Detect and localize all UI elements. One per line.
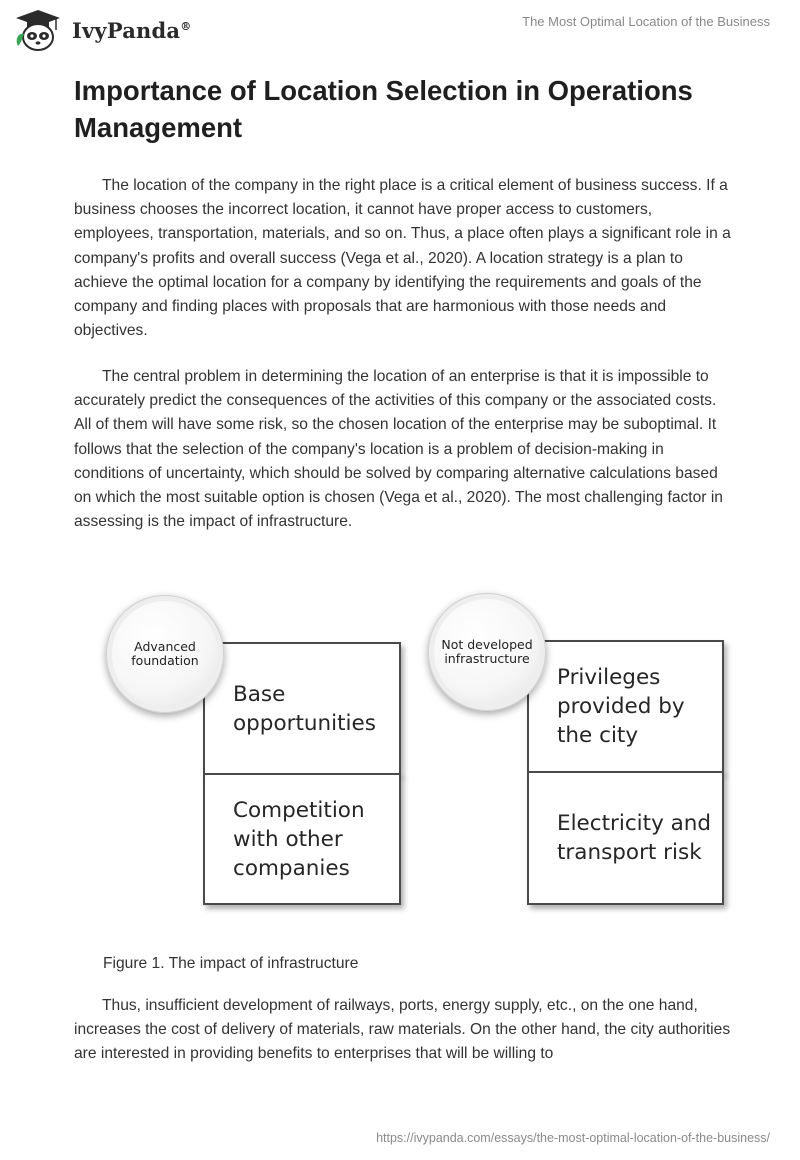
panda-icon xyxy=(12,8,64,52)
cell-base-opportunities xyxy=(203,642,401,775)
circle-advanced-foundation xyxy=(106,595,224,713)
paragraph-3: Thus, insufficient development of railways, ports, energy supply, etc., on the one hand, increases the cost of delivery of materials, raw materials. On the other hand, the city authorities are interested in providing benefits to enterprises that will be willing to xyxy=(74,997,731,1063)
paragraph-2: The central problem in determining the location of an enterprise is that it is impossible to accurately predict the consequences of the activities of this company or the associated costs. All of them will have some risk, so the chosen location of the enterprise may be suboptimal. It follows that the selection of the company's location is a problem of decision-making in conditions of uncertainty, which should be solved by comparing alternative calculations based on which the most suitable option is chosen (Vega et al., 2020). The most challenging factor in assessing is the impact of infrastructure. xyxy=(74,368,723,531)
infrastructure-figure xyxy=(0,585,800,925)
footer-url[interactable]: https://ivypanda.com/essays/the-most-optimal-location-of-the-business/ xyxy=(376,1131,770,1145)
cell-text: Competition with other companies xyxy=(233,797,365,881)
figure-caption: Figure 1. The impact of infrastructure xyxy=(103,955,359,972)
cell-text: Privileges provided by the city xyxy=(557,665,685,748)
cell-competition xyxy=(203,773,401,905)
page-header xyxy=(0,0,800,60)
cell-privileges xyxy=(527,640,724,773)
page-title: Importance of Location Selection in Operations Management xyxy=(74,75,693,143)
circle-label: Advanced foundation xyxy=(131,638,199,668)
circle-label: Not developed infrastructure xyxy=(441,636,533,666)
cell-text: Base opportunities xyxy=(233,681,376,736)
ivypanda-logo[interactable] xyxy=(12,8,191,52)
paragraph-1: The location of the company in the right place is a critical element of business success. If a business chooses the incorrect location, it cannot have proper access to customers, employees, transportation, materials, and so on. Thus, a place often plays a significant role in a company's profits and overall success (Vega et al., 2020). A location strategy is a plan to achieve the optimal location for a company by identifying the requirements and goals of the company and finding places with proposals that are harmonious with those needs and objectives. xyxy=(74,177,731,340)
cell-text: Electricity and transport risk xyxy=(557,811,712,865)
circle-not-developed-infrastructure xyxy=(428,593,546,711)
brand-name: IvyPanda® xyxy=(72,17,192,43)
document-title: The Most Optimal Location of the Business xyxy=(522,14,770,29)
cell-electricity-transport xyxy=(527,771,724,905)
